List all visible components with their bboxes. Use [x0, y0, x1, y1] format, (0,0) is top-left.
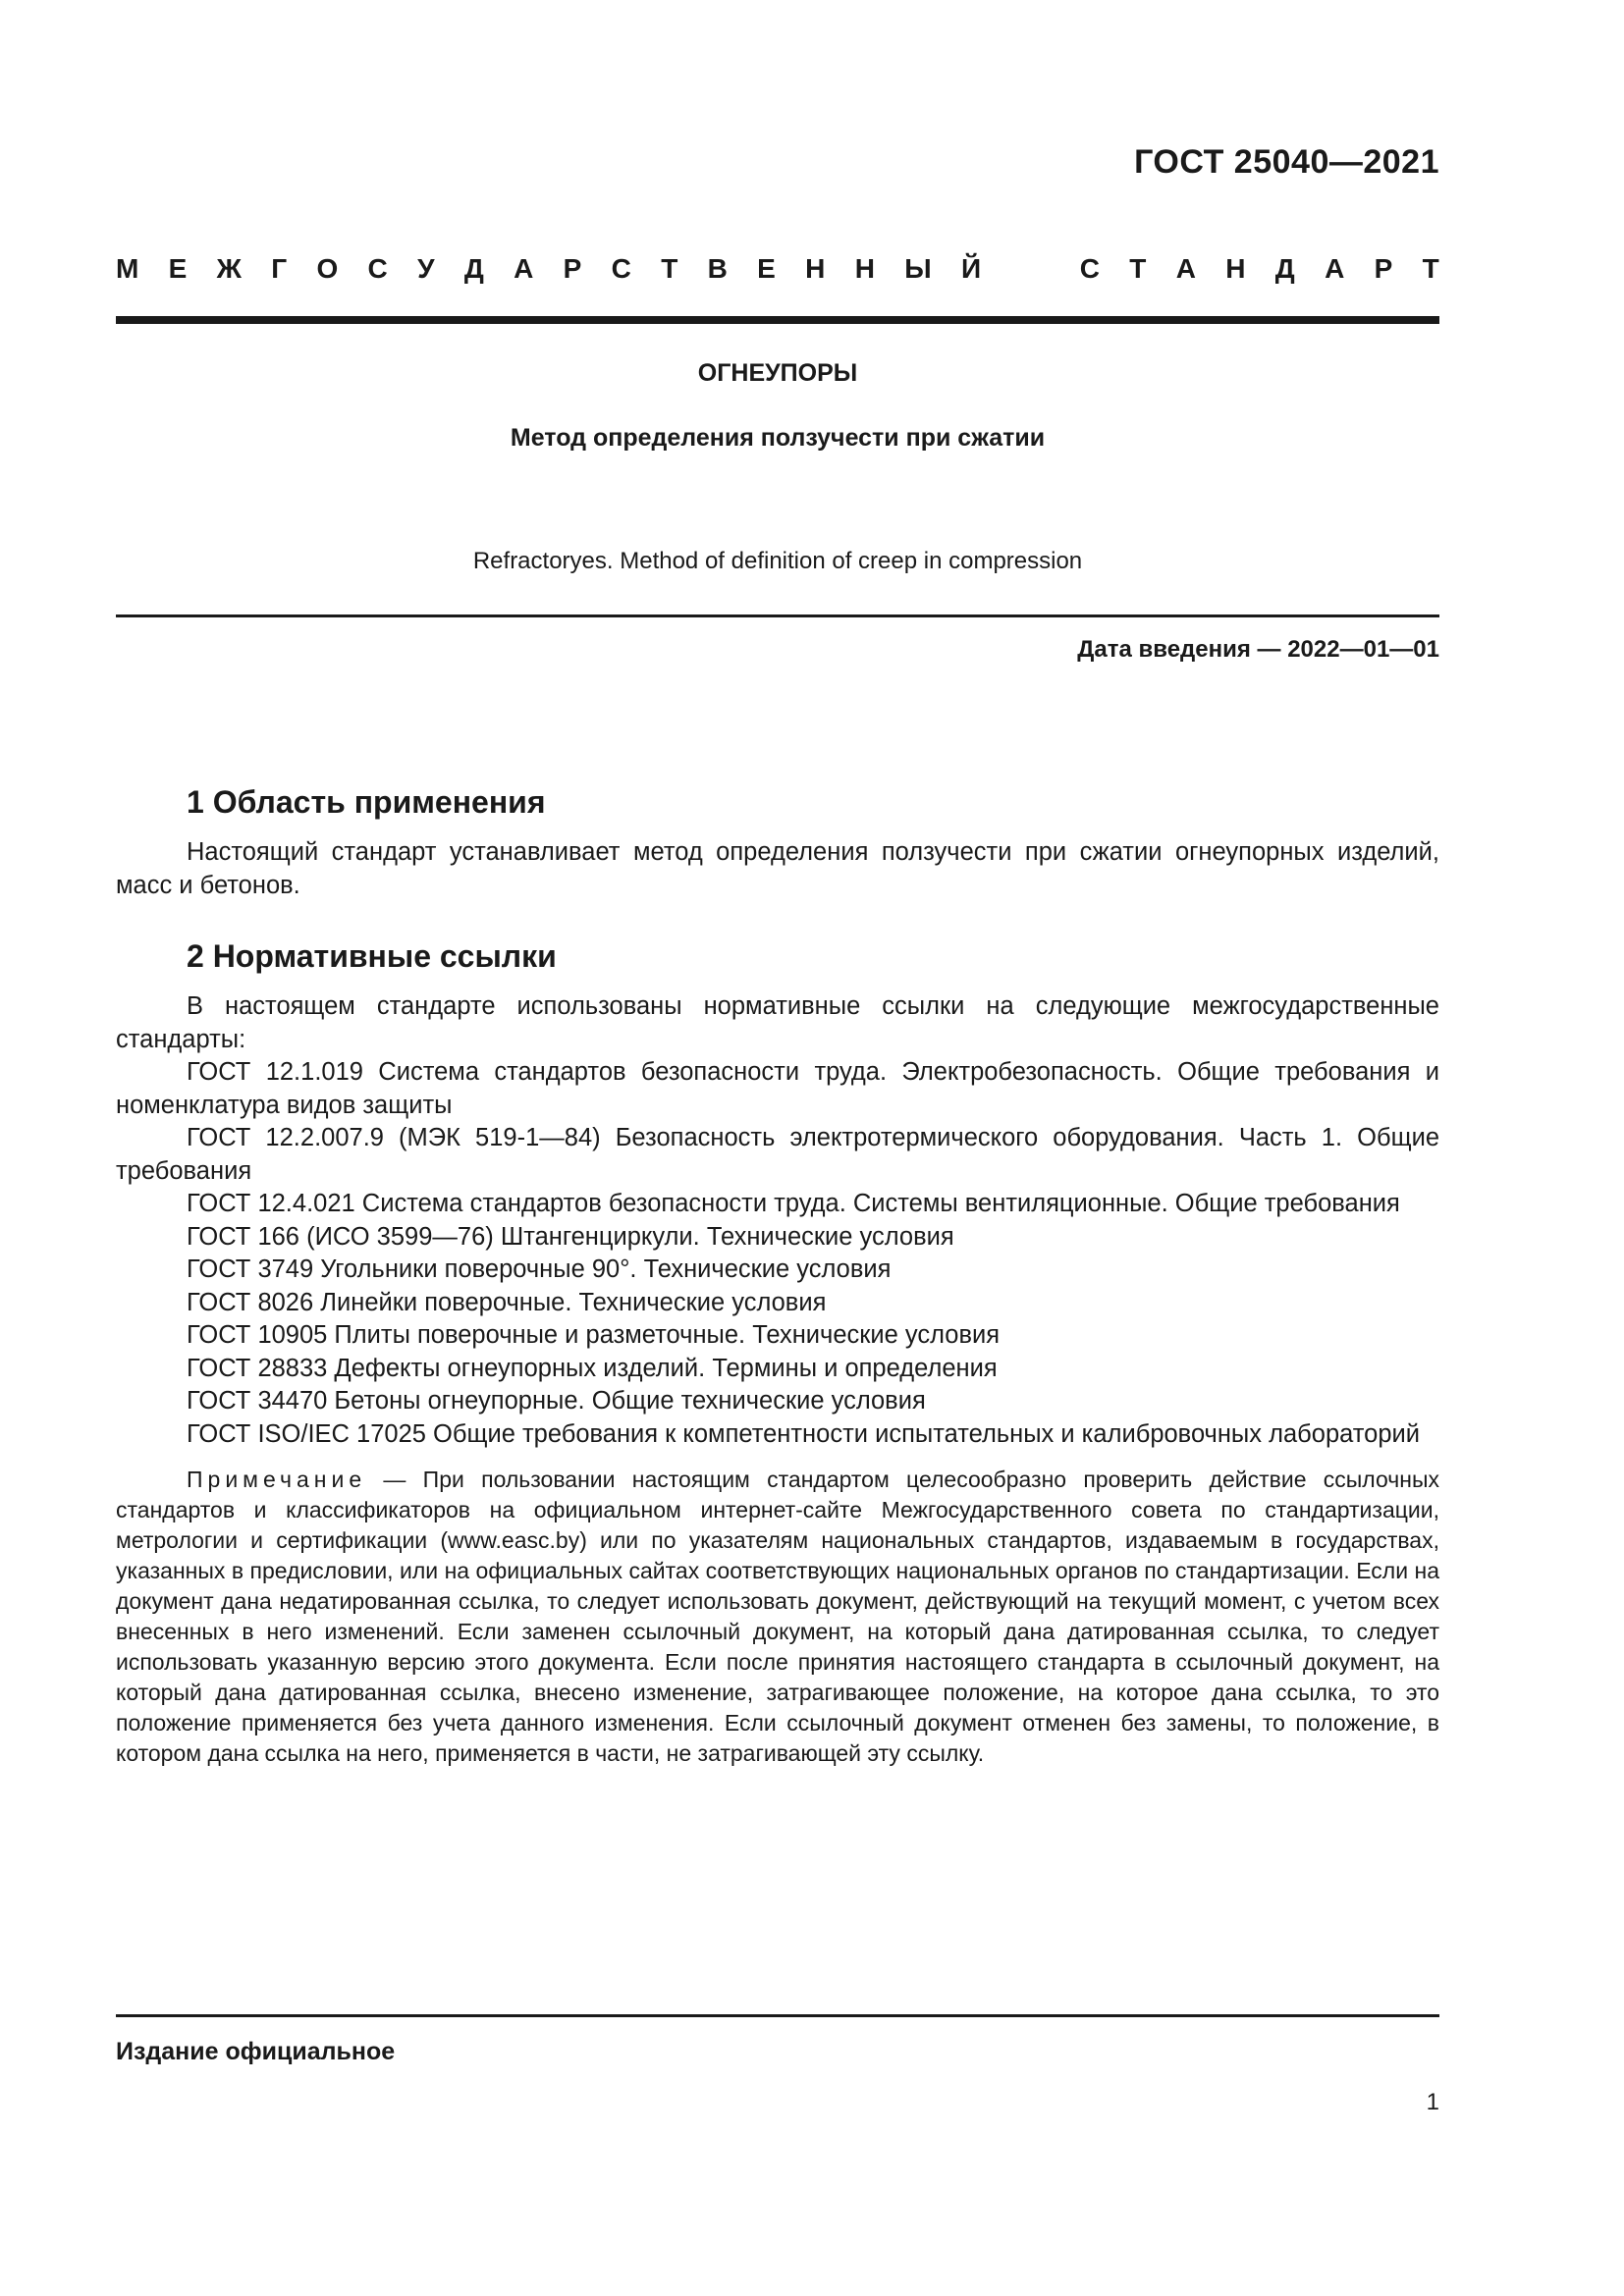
reference-item: ГОСТ ISO/IEC 17025 Общие требования к компетентности испытательных и калибровочных лабораторий [187, 1419, 1420, 1448]
note-paragraph [116, 1465, 1439, 1769]
banner-letter: Т [1129, 253, 1147, 284]
banner-letter: Н [805, 253, 826, 284]
banner-letter: Д [463, 253, 484, 284]
banner-letter: С [367, 253, 388, 284]
note-label: Примечание [187, 1467, 367, 1492]
banner-letter: Т [661, 253, 678, 284]
banner-letter: У [417, 253, 435, 284]
section-paragraph: В настоящем стандарте использованы нормативные ссылки на следующие межгосударственные стандарты: [116, 992, 1439, 1053]
reference-item: ГОСТ 12.4.021 Система стандартов безопасности труда. Системы вентиляционные. Общие требования [187, 1190, 1400, 1217]
reference-item: ГОСТ 8026 Линейки поверочные. Технические условия [187, 1288, 827, 1316]
header-divider-thick [116, 316, 1439, 324]
banner-letter: Ж [216, 253, 242, 284]
document-body [116, 777, 1439, 1769]
section-heading: 2 Нормативные ссылки [187, 938, 557, 974]
document-code: ГОСТ 25040—2021 [1134, 143, 1439, 181]
banner-letter: А [1175, 253, 1196, 284]
reference-item: ГОСТ 12.2.007.9 (МЭК 519-1—84) Безопасность электротермического оборудования. Часть 1. Общие требования [116, 1124, 1439, 1185]
note-text: — При пользовании настоящим стандартом целесообразно проверить действие ссылочных стандартов и классификаторов на официальном интернет-сайте Межгосударственного совета по стандартизации, метрологии и сертификации (www.easc.by) или по указателям национальных стандартов, издаваемым в государствах, указанных в предисловии, или на официальных сайтах соответствующих национальных органов по стандартизации. Если на документ дана недатированная ссылка, то следует использовать документ, действующий на текущий момент, с учетом всех внесенных в него изменений. Если заменен ссылочный документ, на который дана датированная ссылка, то следует использовать указанную версию этого документа. Если после принятия настоящего стандарта в ссылочный документ, на который дана датированная ссылка, внесено изменение, затрагивающее положение, на которое дана ссылка, то это положение применяется без учета данного изменения. Если ссылочный документ отменен без замены, то положение, в котором дана ссылка на него, применяется в части, не затрагивающей эту ссылку. [116, 1467, 1439, 1766]
document-title: ОГНЕУПОРЫ [697, 359, 858, 387]
banner-letter: Ы [904, 253, 932, 284]
banner-letter: С [1079, 253, 1100, 284]
banner-letter: С [611, 253, 631, 284]
official-edition-label: Издание официальное [116, 2038, 396, 2065]
banner-word-gap [1010, 249, 1050, 289]
interstate-standard-banner [116, 249, 1439, 289]
banner-letter: Г [271, 253, 288, 284]
banner-letter: Й [960, 253, 982, 284]
footer-divider [116, 2014, 1439, 2017]
section-heading: 1 Область применения [187, 784, 546, 820]
document-title-english: Refractoryes. Method of definition of creep in compression [472, 548, 1083, 574]
banner-letter: А [1325, 253, 1345, 284]
banner-letter: Е [168, 253, 188, 284]
reference-item: ГОСТ 28833 Дефекты огнеупорных изделий. Термины и определения [187, 1354, 998, 1382]
page-number: 1 [1426, 2089, 1439, 2115]
banner-letter: Р [1374, 253, 1393, 284]
section-paragraph: Настоящий стандарт устанавливает метод определения ползучести при сжатии огнеупорных изделий, масс и бетонов. [116, 838, 1439, 899]
reference-item: ГОСТ 34470 Бетоны огнеупорные. Общие технические условия [187, 1387, 926, 1415]
banner-letter: А [514, 253, 534, 284]
reference-item: ГОСТ 12.1.019 Система стандартов безопасности труда. Электробезопасность. Общие требования и номенклатура видов защиты [116, 1058, 1439, 1119]
reference-item: ГОСТ 3749 Угольники поверочные 90°. Технические условия [187, 1255, 892, 1283]
reference-item: ГОСТ 166 (ИСО 3599—76) Штангенциркули. Технические условия [187, 1222, 954, 1251]
banner-letter: О [316, 253, 339, 284]
introduction-date: Дата введения — 2022—01—01 [1077, 636, 1439, 663]
title-divider [116, 614, 1439, 617]
reference-item: ГОСТ 10905 Плиты поверочные и разметочные. Технические условия [187, 1321, 1001, 1349]
banner-letter: М [116, 253, 139, 284]
banner-letter: Т [1422, 253, 1439, 284]
banner-letter: Н [1225, 253, 1246, 284]
banner-letter: Р [563, 253, 582, 284]
document-subtitle: Метод определения ползучести при сжатии [510, 424, 1046, 452]
banner-letter: Н [854, 253, 875, 284]
banner-letter: В [707, 253, 728, 284]
banner-letter: Е [757, 253, 776, 284]
banner-letter: Д [1274, 253, 1295, 284]
